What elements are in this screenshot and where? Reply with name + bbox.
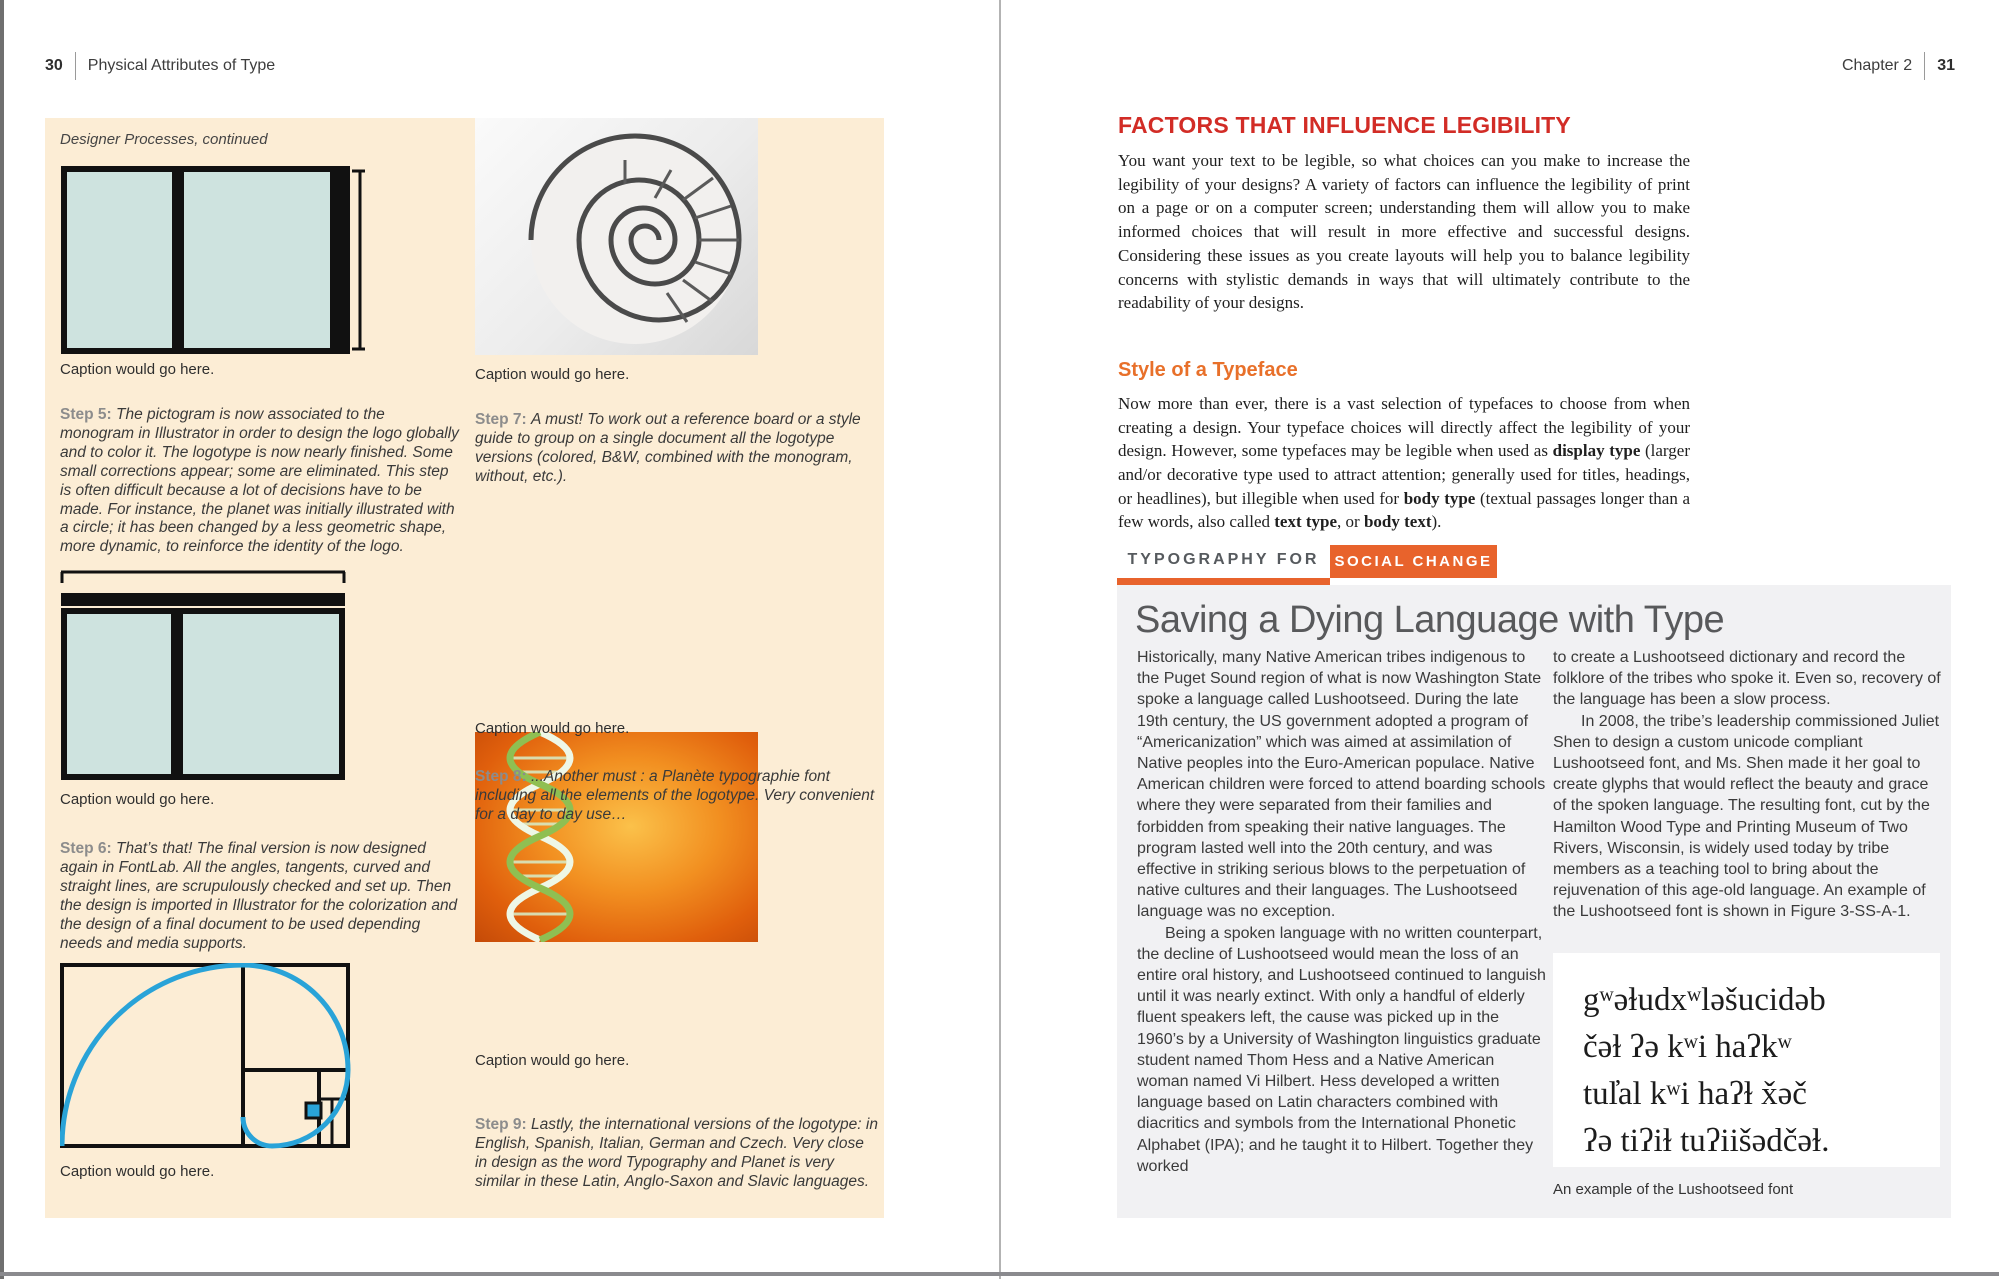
kicker: Designer Processes, continued — [60, 131, 268, 148]
feature-paragraph: Historically, many Native American tribes indigenous to the Puget Sound region of what is now Washington State spoke a language called Lushootseed. During the late 19th century, the US government adopted a program of “Americanization” which was aimed at assimilation of Native peoples into the Euro-American populace. Native American children were forced to attend boarding schools where they were separated from their families and forbidden from speaking their native languages. The program lasted well into the 20th century, and was effective in striking serious blows to the perpetuation of native cultures and their languages. The Lushootseed language was no exception. — [1137, 649, 1546, 921]
step-text: Lastly, the international versions of the logotype: in English, Spanish, Italian, German and Czech. Very close in design as the word Typography and Planet is very similar in these Latin, Anglo-Saxon and Slavic languages. — [475, 1116, 878, 1190]
figure-caption: Caption would go here. — [60, 791, 215, 808]
layout-diagram-top-bar — [60, 565, 350, 788]
right-running-header — [1842, 52, 1955, 80]
banner-highlight: SOCIAL CHANGE — [1330, 545, 1497, 578]
figure-caption: Caption would go here. — [475, 366, 630, 383]
page-gutter-divider — [999, 0, 1001, 1279]
nautilus-figure — [475, 118, 758, 355]
section-heading: FACTORS THAT INFLUENCE LEGIBILITY — [1118, 112, 1571, 138]
sample-figure-caption: An example of the Lushootseed font — [1553, 1181, 1794, 1198]
banner-prefix: TYPOGRAPHY FOR — [1127, 551, 1320, 568]
step-7-paragraph — [475, 411, 880, 487]
style-paragraph: Now more than ever, there is a vast selection of typefaces to choose from when creating a design. Your typeface choices will directly affect the legibility of your design. However, some typefaces may be legible when used as display type (larger and/or decorative type used to attract attention; generally used for titles, headings, or headlines), but illegible when used for body type (textual passages longer than a few words, also called text type, or body text). — [1118, 393, 1690, 532]
feature-banner — [1117, 545, 1330, 585]
dna-figure — [475, 732, 758, 942]
feature-column-1 — [1137, 647, 1549, 1177]
intro-paragraph: You want your text to be legible, so what choices can you make to increase the legibility of your designs? A variety of factors can influence the legibility of print on a page or on a computer screen; understanding them will allow you to make informed choices that will result in more effective and successful designs. Considering these issues as you create layouts will help you to balance legibility concerns with stylistic demands in ways that will ultimately contribute to the readability of your designs. — [1118, 151, 1690, 313]
header-divider — [1924, 52, 1925, 80]
step-6-paragraph — [60, 840, 462, 953]
right-page-number: 31 — [1937, 57, 1955, 74]
legibility-section — [1118, 112, 1690, 534]
layout-diagram-top-bar-image — [60, 565, 350, 783]
step-9-paragraph — [475, 1116, 880, 1192]
nautilus-shell-image — [475, 118, 758, 355]
lushootseed-sample-line: gʷəɫudxʷləšucidəb — [1583, 982, 1826, 1018]
lushootseed-sample-line: čəɫ ʔə kʷi haʔkʷ — [1583, 1029, 1792, 1065]
step-label: Step 7: — [475, 411, 527, 428]
banner-underline — [1117, 578, 1330, 585]
golden-spiral-image — [60, 963, 352, 1150]
lushootseed-sample-figure — [1553, 953, 1940, 1167]
step-label: Step 6: — [60, 840, 112, 857]
subsection-heading: Style of a Typeface — [1118, 358, 1298, 381]
feature-paragraph: to create a Lushootseed dictionary and record the folklore of the tribes who spoke it. Even so, recovery of the language has been a slow process. — [1553, 649, 1941, 709]
figure-caption: Caption would go here. — [60, 1163, 215, 1180]
step-8-paragraph — [475, 768, 880, 825]
book-edge — [0, 0, 4, 1279]
feature-column-2 — [1553, 647, 1945, 923]
figure-caption: Caption would go here. — [475, 720, 630, 737]
figure-caption: Caption would go here. — [60, 361, 215, 378]
feature-paragraph: In 2008, the tribe’s leadership commissioned Juliet Shen to design a custom unicode compliant Lushootseed font, and Ms. Shen made it her goal to create glyphs that would reflect the beauty and grace of the spoken language. The resulting font, cut by the Hamilton Wood Type and Printing Museum of Two Rivers, Wisconsin, is widely used today by tribe members as a teaching tool to bring about the rejuvenation of this age-old language. An example of the Lushootseed font is shown in Figure 3-SS-A-1. — [1553, 712, 1940, 921]
step-label: Step 9: — [475, 1116, 527, 1133]
dna-helix-image — [475, 732, 758, 942]
golden-spiral-figure — [60, 963, 352, 1155]
layout-diagram-right-bar-image — [60, 165, 365, 355]
left-page-number: 30 — [45, 57, 63, 74]
feature-title: Saving a Dying Language with Type — [1135, 599, 1725, 641]
header-divider — [75, 52, 76, 80]
chapter-label: Chapter 2 — [1841, 57, 1913, 74]
feature-paragraph: Being a spoken language with no written counterpart, the decline of Lushootseed would mean the loss of an entire oral history, and Lushootseed continued to languish until it was nearly extinct. With only a handful of elderly fluent speakers left, the cause was picked up in the 1960’s by a University of Washington linguistics graduate student named Thom Hess and a Native American woman named Vi Hilbert. Hess developed a written language based on Latin characters combined with diacritics and symbols from the International Phonetic Alphabet (IPA); and he taught it to Hilbert. Together they worked — [1137, 924, 1546, 1175]
feature-panel — [1117, 585, 1951, 1218]
layout-diagram-right-bar — [60, 165, 365, 360]
step-5-paragraph — [60, 406, 462, 557]
step-text: ...Another must : a Planète typographie font including all the elements of the logotype. Very convenient for a day to day use… — [475, 768, 875, 823]
left-running-header — [45, 52, 275, 80]
designer-processes-panel — [45, 118, 884, 1218]
step-label: Step 5: — [60, 406, 112, 423]
step-text: A must! To work out a reference board or a style guide to group on a single document all the logotype versions (colored, B&W, combined with the monogram, without, etc.). — [475, 411, 861, 485]
lushootseed-sample-line: ʔə tiʔiɫ tuʔiišədčəɫ. — [1583, 1123, 1830, 1159]
lushootseed-sample-line: tul̓al kʷi haʔɫ x̌əč — [1583, 1076, 1807, 1112]
step-text: That’s that! The final version is now designed again in FontLab. All the angles, tangents, curved and straight lines, are scrupulously checked and set up. Then the design is imported in Illustrator for the colorization and the design of a final document to be used depending needs and media supports. — [60, 840, 458, 952]
left-header-title: Physical Attributes of Type — [87, 57, 276, 74]
step-text: The pictogram is now associated to the monogram in Illustrator in order to design the logo globally and to color it. The logotype is now nearly finished. Some small corrections appear; some are eliminated. This step is often difficult because a lot of decisions have to be made. For instance, the planet was initially illustrated with a circle; it has been changed by a less geometric shape, more dynamic, to reinforce the identity of the logo. — [60, 406, 459, 556]
step-label: Step 8: — [475, 768, 527, 785]
figure-caption: Caption would go here. — [475, 1052, 630, 1069]
bottom-rule — [0, 1272, 1999, 1276]
